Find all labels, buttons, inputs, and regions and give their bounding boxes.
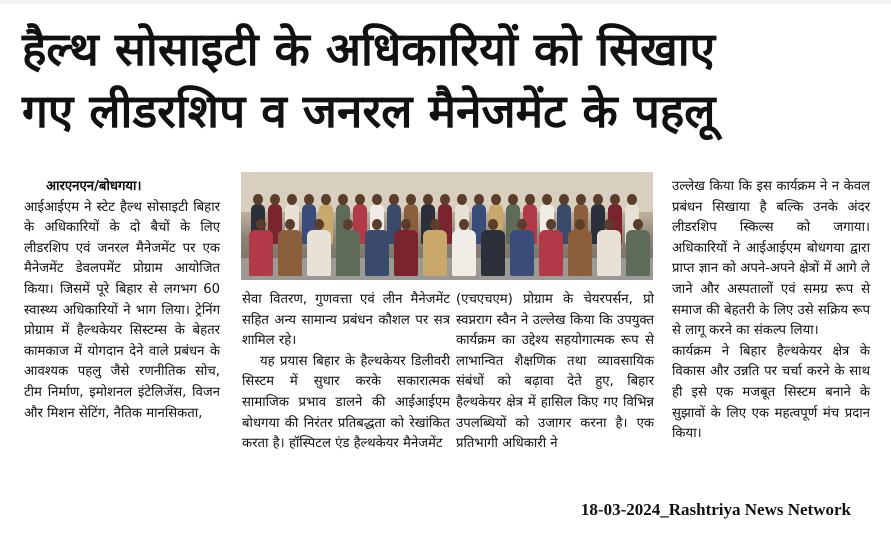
photo-person-head — [457, 194, 467, 205]
column-1-text: आईआईएम ने स्टेट हैल्थ सोसाइटी बिहार के अधिकारियों के दो बैचों के लिए लीडरशिप एवं जनरल मैनेजमेंट पर एक मैनेजमेंट डेवलपमेंट प्रोग्राम आयोजित किया। जिसमें पूरे बिहार से लगभग 60 स्वास्थ्य अधिकारियों ने भाग लिया। ट्रेनिंग प्रोग्राम में हैल्थकेयर सिस्टम्स के बेहतर कामकाज में योगदान देने वाले प्रबंधन के आवश्यक पहलु जैसे रणनीतिक सोच, टीम निर्माण, इमोशनल इंटेलिजेंस, विजन और मिशन सेटिंग, नैतिक मानसिकता, — [24, 199, 220, 421]
photo-person-head — [372, 219, 382, 230]
photo-person-head — [287, 194, 297, 205]
photo-person-head — [627, 194, 637, 205]
page-top-strip — [0, 0, 891, 4]
photo-person-head — [372, 194, 382, 205]
headline-line-2: गए लीडरशिप व जनरल मैनेजमेंट के पहलू — [22, 84, 716, 138]
photo-person-head — [488, 219, 498, 230]
photo-person-head — [423, 194, 433, 205]
photo-person — [510, 230, 534, 276]
photo-person-head — [559, 194, 569, 205]
photo-person-head — [256, 219, 266, 230]
photo-person-head — [491, 194, 501, 205]
headline — [22, 18, 877, 142]
photo-person-head — [338, 194, 348, 205]
photo-person-head — [389, 194, 399, 205]
article-column-2 — [242, 290, 450, 455]
photo-person — [423, 230, 447, 276]
column-3-text: (एचएचएम) प्रोग्राम के चेयरपर्सन, प्रो स्वप्नराग स्वैन ने उल्लेख किया कि उपयुक्त कार्यक्रम का उद्देश्य सहयोगात्मक रूप से लाभान्वित शैक्षणिक तथा व्यावसायिक संबंधों को बढ़ावा देते हुए, बिहार हैल्थकेयर क्षेत्र में हासिल किए गए विभिन्न उपलब्धियों को उजागर करना है। एक प्रतिभागी अधिकारी ने — [456, 292, 654, 452]
photo-person-head — [430, 219, 440, 230]
photo-person — [249, 230, 273, 276]
photo-person-head — [401, 219, 411, 230]
photo-person-head — [406, 194, 416, 205]
photo-person-head — [604, 219, 614, 230]
footer-credit: 18-03-2024_Rashtriya News Network — [580, 500, 851, 519]
photo-person — [626, 230, 650, 276]
photo-person — [597, 230, 621, 276]
photo-person-head — [517, 219, 527, 230]
photo-person — [568, 230, 592, 276]
photo-person — [278, 230, 302, 276]
photo-person — [452, 230, 476, 276]
photo-person-head — [270, 194, 280, 205]
photo-person-head — [440, 194, 450, 205]
column-4-text-b: कार्यक्रम ने बिहार हैल्थकेयर क्षेत्र के विकास और उन्नति पर चर्चा करने के साथ ही इसे एक मजबूत सिस्टम बनाने के सुझावों के लिए एक महत्वपूर्ण मंच प्रदान किया। — [672, 343, 870, 442]
photo-person-head — [575, 219, 585, 230]
dateline: आरएनएन/बोधगया। — [46, 179, 142, 194]
photo-person-head — [546, 219, 556, 230]
photo-person-head — [576, 194, 586, 205]
photo-person — [394, 230, 418, 276]
photo-person-head — [285, 219, 295, 230]
photo-person-head — [304, 194, 314, 205]
photo-person-head — [593, 194, 603, 205]
photo-person — [481, 230, 505, 276]
column-4-text-a: उल्लेख किया कि इस कार्यक्रम ने न केवल प्रबंधन सिखाया है बल्कि उनके अंदर लीडरशिप स्किल्स को जगाया। अधिकारियों ने आईआईएम बोधगया द्वारा प्राप्त ज्ञान को अपने-अपने क्षेत्रों में आगे ले जाने और अस्पतालों एवं समग्र रूप से समाज की बेहतरी के लिए उसे सक्रिय रूप से लागू करने का संकल्प लिया। — [672, 179, 870, 339]
column-2-text-a: सेवा वितरण, गुणवत्ता एवं लीन मैनेजमेंट सहित अन्य सामान्य प्रबंधन कौशल पर सत्र शामिल रहे। — [242, 292, 450, 349]
article-column-3 — [456, 290, 654, 455]
column-2-text-b: यह प्रयास बिहार के हैल्थकेयर डिलीवरी सिस्टम में सुधार करके सकारात्मक सामाजिक प्रभाव डालने की आईआईएम बोधगया की निरंतर प्रतिबद्धता को रेखांकित करता है। हॉस्पिटल एंड हैल्थकेयर मैनेजमेंट — [242, 353, 450, 452]
photo-person-head — [542, 194, 552, 205]
photo-person — [307, 230, 331, 276]
photo-person-head — [314, 219, 324, 230]
photo-person — [365, 230, 389, 276]
photo-person-head — [343, 219, 353, 230]
photo-person-head — [610, 194, 620, 205]
photo-person — [539, 230, 563, 276]
photo-person-head — [321, 194, 331, 205]
photo-person-head — [525, 194, 535, 205]
photo-person-head — [355, 194, 365, 205]
photo-person-head — [633, 219, 643, 230]
group-photo — [241, 172, 653, 280]
article-column-4 — [672, 177, 870, 445]
photo-person-head — [474, 194, 484, 205]
photo-person-head — [253, 194, 263, 205]
photo-person — [336, 230, 360, 276]
article-column-1 — [24, 177, 220, 424]
photo-person-head — [508, 194, 518, 205]
photo-person-head — [459, 219, 469, 230]
headline-line-1: हैल्थ सोसाइटी के अधिकारियों को सिखाए — [22, 22, 716, 76]
